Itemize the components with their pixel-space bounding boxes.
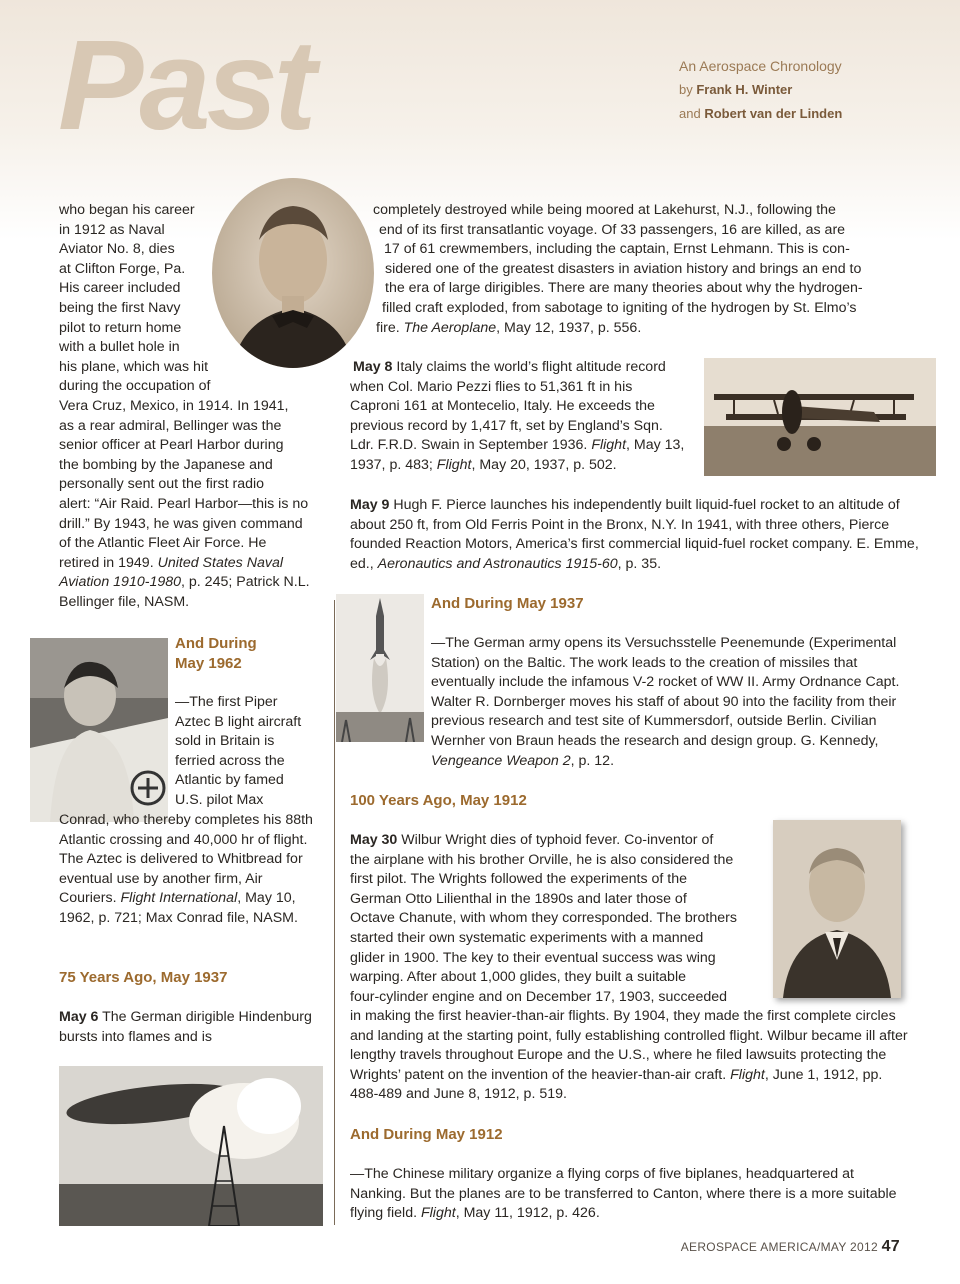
may-8-entry: May 8 Italy claims the world’s flight altitude record when Col. Mario Pezzi flies to 51,361 ft in his Caproni 161 at Montecelio, Italy. He exceeds the previous record by 1,417 ft, set by England’s Sqn. Ldr. F.R.D. Swain in September 1936. Flight, May 13, 1937, p. 483; Flight, May 20, 1937, p. 502. bbox=[350, 359, 685, 473]
page-footer: AEROSPACE AMERICA/MAY 2012 47 bbox=[680, 1238, 900, 1255]
max-conrad-photo bbox=[30, 638, 168, 822]
may-9-entry: May 9 Hugh F. Pierce launches his independently built liquid-fuel rocket to an altitude of about 250 ft, from Old Ferris Point in the Bronx, N.Y. In 1941, with three others, Pierce founded Reaction Motors, America’s first commercial liquid-fuel rocket company. E. Emme, ed., Aeronautics and Astronautics 1915-60, p. 35. bbox=[350, 497, 919, 572]
citation-title: Flight bbox=[420, 1205, 456, 1222]
chronology-subtitle: An Aerospace Chronology bbox=[679, 58, 842, 74]
during-1937-heading: And During May 1937 bbox=[431, 595, 584, 612]
bellinger-text-wide: Vera Cruz, Mexico, in 1914. In 1941, as a rear admiral, Bellinger was the senior officer at Pearl Harbor during the bombing by the Japanese and personally sent out the first radio alert: “Air Raid. Pearl Harbor—this is no drill.” By 1943, he was given command of the Atlantic Fleet Air Force. He retired in 1949. United States Naval Aviation 1910-1980, p. 245; Patrick N.L. Bellinger file, NASM. bbox=[59, 398, 310, 610]
citation-title: United States Naval Aviation 1910-1980 bbox=[59, 554, 283, 591]
page-number: 47 bbox=[881, 1238, 900, 1255]
citation-title: Flight bbox=[730, 1066, 765, 1083]
years-100-heading: 100 Years Ago, May 1912 bbox=[350, 792, 527, 809]
may-6-entry: May 6 The German dirigible Hindenburg bursts into flames and is bbox=[59, 1009, 312, 1045]
entry-date: May 9 bbox=[350, 497, 390, 513]
may-30-text-wide: in making the first heavier-than-air flights. By 1904, they made the first complete circles and landing at the starting point, fully establishing controlled flight. Wilbur became ill after lengthy travels throughout Europe and the U.S., where he filed lawsuits protecting the Wrights’ patent on the invention of the heavier-than-air craft. Flight, June 1, 1912, pp. 488-489 and June 8, 1912, p. 519. bbox=[350, 1008, 908, 1103]
citation-title: Flight bbox=[591, 437, 627, 454]
years-75-heading: 75 Years Ago, May 1937 bbox=[59, 969, 228, 986]
may-30-text-narrow: May 30 Wilbur Wright dies of typhoid fever. Co-inventor of the airplane with his brother Orville, he is also considered the first pilot. The Wrights followed the experiments of the German Otto Lilienthal in the 1890s and later those of Octave Chanute, with whom they corresponded. The brothers started their own systematic experiments with a manned glider in 1900. The key to their eventual success was wing warping. After about 1,000 glides, they built a suitable four-cylinder engine and on December 17, 1903, succeeded bbox=[350, 832, 737, 1005]
citation-title: Vengeance Weapon 2 bbox=[431, 752, 571, 769]
byline-author-2: and Robert van der Linden bbox=[679, 106, 843, 121]
wilbur-wright-portrait bbox=[773, 820, 901, 998]
citation-title: Aeronautics and Astronautics 1915-60 bbox=[377, 555, 618, 572]
entry-date: May 6 bbox=[59, 1009, 99, 1025]
may-6-continuation: completely destroyed while being moored at Lakehurst, N.J., following the end of its first transatlantic voyage. Of 33 passengers, 16 are killed, as are 17 of 61 crewmembers, including the captain, Ernst Lehmann. This is con- sidered one of the greatest disasters in aviation history and brings an end to the era of large dirigibles. There are many theories about why the hydrogen- filled craft exploded, from sabotage to igniting of the hydrogen by St. Elmo’s fire. The Aeroplane, May 12, 1937, p. 556. bbox=[373, 202, 863, 336]
entry-date: May 8 bbox=[353, 359, 393, 375]
citation-title: Flight bbox=[436, 456, 472, 473]
masthead-title: Past bbox=[58, 14, 313, 157]
v2-rocket-photo bbox=[336, 594, 424, 742]
citation-title: Flight International bbox=[120, 890, 238, 907]
during-1962-text-narrow: —The first Piper Aztec B light aircraft sold in Britain is ferried across the Atlantic by famed U.S. pilot Max bbox=[175, 694, 302, 808]
during-1912-text: —The Chinese military organize a flying corps of five biplanes, headquartered at Nanking. But the planes are to be transferred to Canton, where there is a more suitable flying field. Flight, May 11, 1912, p. 426. bbox=[350, 1166, 897, 1222]
byline-author-1: by Frank H. Winter bbox=[679, 82, 793, 97]
during-1962-text-wide: Conrad, who thereby completes his 88th Atlantic crossing and 40,000 hr of flight. The Aztec is delivered to Whitbread for eventual use by another firm, Air Couriers. Flight International, May 10, 1962, p. 721; Max Conrad file, NASM. bbox=[59, 812, 313, 926]
column-divider bbox=[334, 600, 335, 1225]
entry-date: May 30 bbox=[350, 832, 398, 848]
during-1912-heading: And During May 1912 bbox=[350, 1126, 503, 1143]
citation-title: The Aeroplane bbox=[403, 319, 497, 336]
bellinger-text-narrow: who began his career in 1912 as Naval Aviator No. 8, dies at Clifton Forge, Pa. His career included being the first Navy pilot to return home with a bullet hole in his plane, which was hit during the occupation of bbox=[59, 202, 211, 395]
caproni-biplane-photo bbox=[704, 358, 936, 476]
during-1962-heading: And During May 1962 bbox=[175, 635, 257, 672]
during-1937-text: —The German army opens its Versuchsstelle Peenemunde (Experimental Station) on the Baltic. The work leads to the creation of missiles that eventually include the infamous V-2 rocket of WW II. Army Ordnance Capt. Walter R. Dornberger moves his staff of about 90 into the facility from their previous research and test site of Kummersdorf, outside Berlin. Civilian Wernher von Braun heads the research and design group. G. Kennedy, Vengeance Weapon 2, p. 12. bbox=[431, 635, 900, 769]
hindenburg-photo bbox=[59, 1066, 323, 1226]
